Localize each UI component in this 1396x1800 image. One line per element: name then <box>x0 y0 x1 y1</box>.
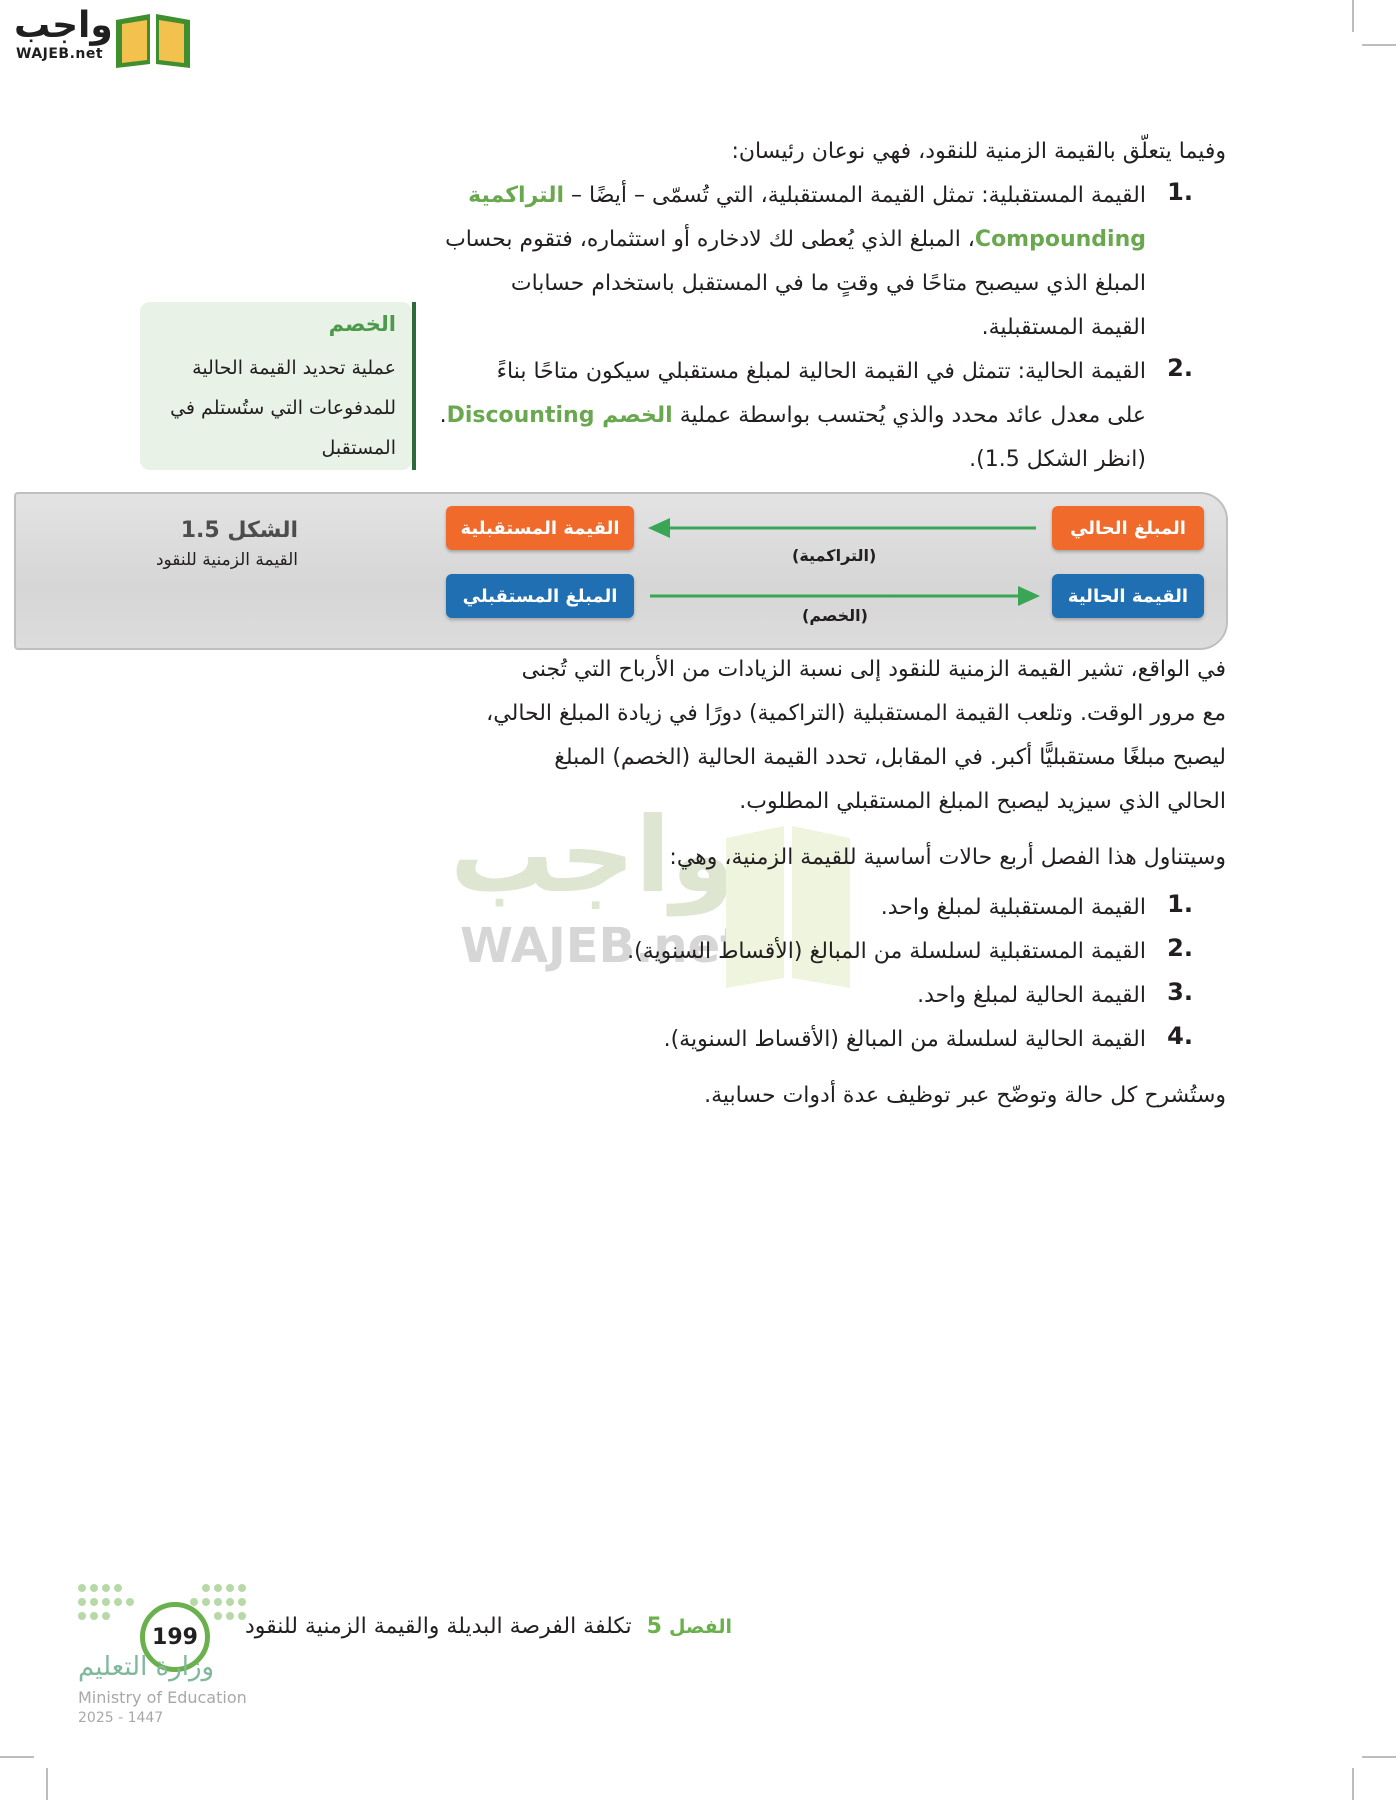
type-2-number: 2. <box>1167 354 1193 382</box>
book-icon <box>114 10 192 68</box>
paragraph-line: ليصبح مبلغًا مستقبليًّا أكبر. في المقابل، تحدد القيمة الحالية (الخصم) المبلغ <box>554 745 1226 770</box>
case-3-number: 3. <box>1167 978 1193 1006</box>
type-1-line: القيمة المستقبلية. <box>981 315 1146 340</box>
case-3-text: القيمة الحالية لمبلغ واحد. <box>917 983 1146 1008</box>
crop-mark <box>1362 1756 1396 1758</box>
chapter-number: 5 <box>646 1614 662 1639</box>
logo-english: WAJEB.net <box>16 46 104 62</box>
case-4-text: القيمة الحالية لسلسلة من المبالغ (الأقساط السنوية). <box>663 1027 1146 1052</box>
figure-subtitle: القيمة الزمنية للنقود <box>155 550 298 570</box>
ministry-name-ar: وزارة التعليم <box>78 1652 215 1682</box>
paragraph-line: الحالي الذي سيزيد ليصبح المبلغ المستقبلي المطلوب. <box>739 789 1226 814</box>
footer-chapter <box>245 1614 732 1639</box>
discounting-arrowhead <box>1018 586 1040 606</box>
note-accent-bar <box>412 302 416 470</box>
type-1-number: 1. <box>1167 178 1193 206</box>
page-number: 199 <box>140 1602 210 1672</box>
type-2-line: على معدل عائد محدد والذي يُحتسب بواسطة عملية الخصم Discounting. <box>439 403 1146 428</box>
ministry-year: 2025 - 1447 <box>78 1710 164 1726</box>
ministry-name-en: Ministry of Education <box>78 1688 247 1707</box>
case-1-number: 1. <box>1167 890 1193 918</box>
paragraph-line: مع مرور الوقت. وتلعب القيمة المستقبلية (التراكمية) دورًا في زيادة المبلغ الحالي، <box>486 701 1226 726</box>
note-line: عملية تحديد القيمة الحالية <box>192 357 396 379</box>
box-future-value: القيمة المستقبلية <box>446 506 634 550</box>
term-compounding-ar: التراكمية <box>468 183 565 208</box>
chapter-label: الفصل <box>668 1616 732 1638</box>
case-4-number: 4. <box>1167 1022 1193 1050</box>
case-2-number: 2. <box>1167 934 1193 962</box>
figure-1-5 <box>14 492 1228 650</box>
type-2-line: (انظر الشكل 1.5). <box>969 447 1146 472</box>
label-compounding: (التراكمية) <box>792 546 877 565</box>
crop-mark <box>1352 0 1354 32</box>
note-text <box>156 348 396 468</box>
type-2-text <box>439 350 1146 482</box>
watermark-arabic: واجب <box>450 794 736 916</box>
type-1-line: المبلغ الذي سيصبح متاحًا في وقتٍ ما في المستقبل باستخدام حسابات <box>510 271 1146 296</box>
box-present-amount: المبلغ الحالي <box>1052 506 1204 550</box>
type-1-text <box>442 174 1146 350</box>
type-1-line: القيمة المستقبلية: تمثل القيمة المستقبلية، التي تُسمّى – أيضًا – التراكمية <box>468 183 1146 208</box>
case-1-text: القيمة المستقبلية لمبلغ واحد. <box>880 895 1146 920</box>
box-future-amount: المبلغ المستقبلي <box>446 574 634 618</box>
compounding-arrowhead <box>648 518 670 538</box>
glossary-note <box>140 302 412 470</box>
logo-arabic: واجب <box>14 5 113 46</box>
watermark-english: WAJEB.net <box>460 918 744 974</box>
crop-mark <box>46 1768 48 1800</box>
crop-mark <box>0 1756 34 1758</box>
case-2-text: القيمة المستقبلية لسلسلة من المبالغ (الأقساط السنوية). <box>627 939 1146 964</box>
figure-title: الشكل 1.5 <box>180 518 298 543</box>
closing-text: وستُشرح كل حالة وتوضّح عبر توظيف عدة أدوات حسابية. <box>704 1083 1226 1108</box>
note-line: المستقبل <box>321 437 396 459</box>
box-present-value: القيمة الحالية <box>1052 574 1204 618</box>
chapter-title: تكلفة الفرصة البديلة والقيمة الزمنية للنقود <box>245 1614 632 1639</box>
crop-mark <box>1352 1768 1354 1800</box>
wajeb-logo[interactable] <box>10 6 192 68</box>
label-discounting: (الخصم) <box>802 606 868 625</box>
note-line: للمدفوعات التي ستُستلم في <box>170 397 396 419</box>
term-discounting: الخصم Discounting <box>446 403 673 428</box>
crop-mark <box>1362 44 1396 46</box>
type-1-line: Compounding، المبلغ الذي يُعطى لك لادخاره أو استثماره، فتقوم بحساب <box>445 227 1146 252</box>
intro-text: وفيما يتعلّق بالقيمة الزمنية للنقود، فهي نوعان رئيسان: <box>731 139 1226 164</box>
note-title: الخصم <box>328 312 396 336</box>
paragraph-line: في الواقع، تشير القيمة الزمنية للنقود إلى نسبة الزيادات من الأرباح التي تُجنى <box>521 657 1226 682</box>
term-compounding-en: Compounding <box>974 227 1146 252</box>
cases-intro: وسيتناول هذا الفصل أربع حالات أساسية للقيمة الزمنية، وهي: <box>669 845 1226 870</box>
type-2-line: القيمة الحالية: تتمثل في القيمة الحالية لمبلغ مستقبلي سيكون متاحًا بناءً <box>496 359 1146 384</box>
